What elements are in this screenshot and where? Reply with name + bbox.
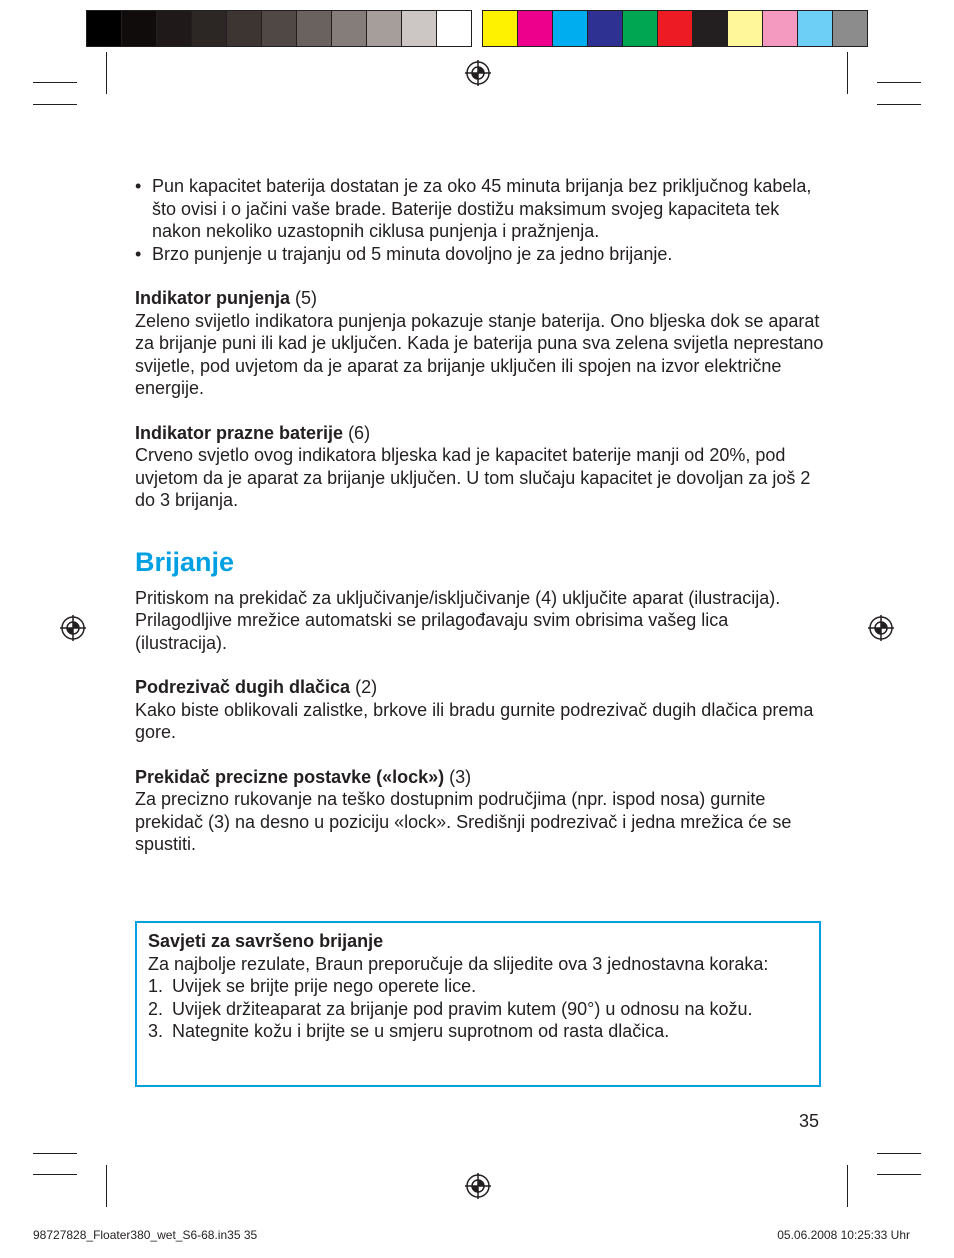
crop-mark [33,1153,77,1154]
tips-title [148,930,808,953]
heading-bold: Indikator punjenja [135,288,291,308]
step-text: Uvijek se brijte prije nego operete lice. [172,976,477,996]
color-control-bar [482,10,868,47]
step-number: 2. [148,998,164,1019]
charging-indicator-section [135,287,825,400]
color-swatch [192,10,227,47]
crop-mark [847,1165,848,1207]
step-number: 1. [148,976,164,996]
registration-mark-icon [465,1173,491,1199]
step-text: Uvijek držiteaparat za brijanje pod pravim kutem (90°) u odnosu na kožu. [172,998,753,1019]
section-heading [135,676,825,699]
section-heading [135,287,825,310]
color-swatch [297,10,332,47]
registration-mark-icon [60,615,86,641]
section-text: Za precizno rukovanje na teško dostupnim područjima (npr. ispod nosa) gurnite prekidač (3) na desno u poziciju «lock». Središnji podrezivač i jedna mrežica će se spustiti. [135,789,792,854]
lock-switch-section [135,766,825,856]
step-text: Nategnite kožu i brijte se u smjeru suprotnom od rasta dlačica. [172,1021,670,1041]
shaving-paragraph: Pritiskom na prekidač za uključivanje/isključivanje (4) uključite aparat (ilustracija). [135,587,781,608]
crop-mark [106,1165,107,1207]
color-swatch [262,10,297,47]
crop-mark [877,82,921,83]
color-swatch [763,10,798,47]
color-swatch [588,10,623,47]
tips-title-bold: Savjeti za savršeno brijanje [148,931,384,951]
color-swatch [518,10,553,47]
section-text: Crveno svjetlo ovog indikatora bljeska kad je kapacitet baterije manji od 20%, pod uvjetom da je aparat za brijanje uključen. U tom slučaju kapacitet je dovoljan za još 2 do 3 brijanja. [135,445,811,510]
color-swatch [437,10,472,47]
tips-steps-list [148,975,808,1043]
step-number: 3. [148,1021,164,1041]
crop-mark [877,104,921,105]
footer-file-info: 98727828_Floater380_wet_S6-68.in35 35 [33,1228,258,1242]
page-content [135,175,825,856]
list-item [148,975,808,998]
crop-mark [106,52,107,94]
footer-timestamp: 05.06.2008 10:25:33 Uhr [777,1228,910,1242]
tips-box [135,921,821,1087]
shaving-title: Brijanje [135,546,235,577]
section-heading [135,422,825,445]
color-swatch [833,10,868,47]
color-swatch [693,10,728,47]
heading-bold: Prekidač precizne postavke («lock») [135,766,445,787]
shaving-paragraph: Prilagodljive mrežice automatski se prilagođavaju svim obrisima vašeg lica (ilustracija). [135,610,729,653]
list-item: • Pun kapacitet baterija dostatan je za oko 45 minuta brijanja bez priključnog kabela, što ovisi i o jačini vaše brade. Baterije dostižu maksimum svojeg kapaciteta tek nakon nekoliko uzastopnih ciklusa punjenja i pražnjenja. [135,175,825,243]
battery-bullet-list [135,175,825,265]
color-swatch [482,10,518,47]
crop-mark [877,1174,921,1175]
color-swatch [728,10,763,47]
color-swatch [157,10,192,47]
color-swatch [623,10,658,47]
list-item: • Brzo punjenje u trajanju od 5 minuta dovoljno je za jedno brijanje. [135,243,825,266]
registration-mark-icon [465,60,491,86]
section-text: Kako biste oblikovali zalistke, brkove ili bradu gurnite podrezivač dugih dlačica prema gore. [135,699,814,742]
color-swatch [367,10,402,47]
crop-mark [847,52,848,94]
heading-ref: (2) [350,677,378,697]
long-hair-trimmer-section [135,676,825,744]
color-swatch [798,10,833,47]
color-swatch [86,10,122,47]
crop-mark [33,82,77,83]
list-item [148,998,808,1021]
section-text: Zeleno svijetlo indikatora punjenja pokazuje stanje baterija. Ono bljeska dok se aparat za brijanje puni ili kad je uključen. Kada je baterija puna sva zelena svijetla neprestano svijetle, pod uvjetom da je aparat za brijanje uključen ili spojen na izvor električne energije. [135,310,824,398]
color-swatch [227,10,262,47]
color-swatch [658,10,693,47]
color-swatch [402,10,437,47]
color-swatch [332,10,367,47]
crop-mark [877,1153,921,1154]
crop-mark [33,104,77,105]
color-swatch [553,10,588,47]
heading-ref: (6) [343,422,371,443]
list-item [148,1020,808,1043]
color-swatch [122,10,157,47]
section-heading [135,766,825,789]
low-battery-section [135,422,825,512]
heading-ref: (5) [290,288,318,308]
heading-ref: (3) [444,766,472,787]
crop-mark [33,1174,77,1175]
tips-intro: Za najbolje rezulate, Braun preporučuje da slijedite ova 3 jednostavna koraka: [148,953,769,974]
grayscale-control-bar [86,10,472,47]
page-number: 35 [798,1111,819,1131]
registration-mark-icon [868,615,894,641]
heading-bold: Indikator prazne baterije [135,422,344,443]
heading-bold: Podrezivač dugih dlačica [135,677,351,697]
